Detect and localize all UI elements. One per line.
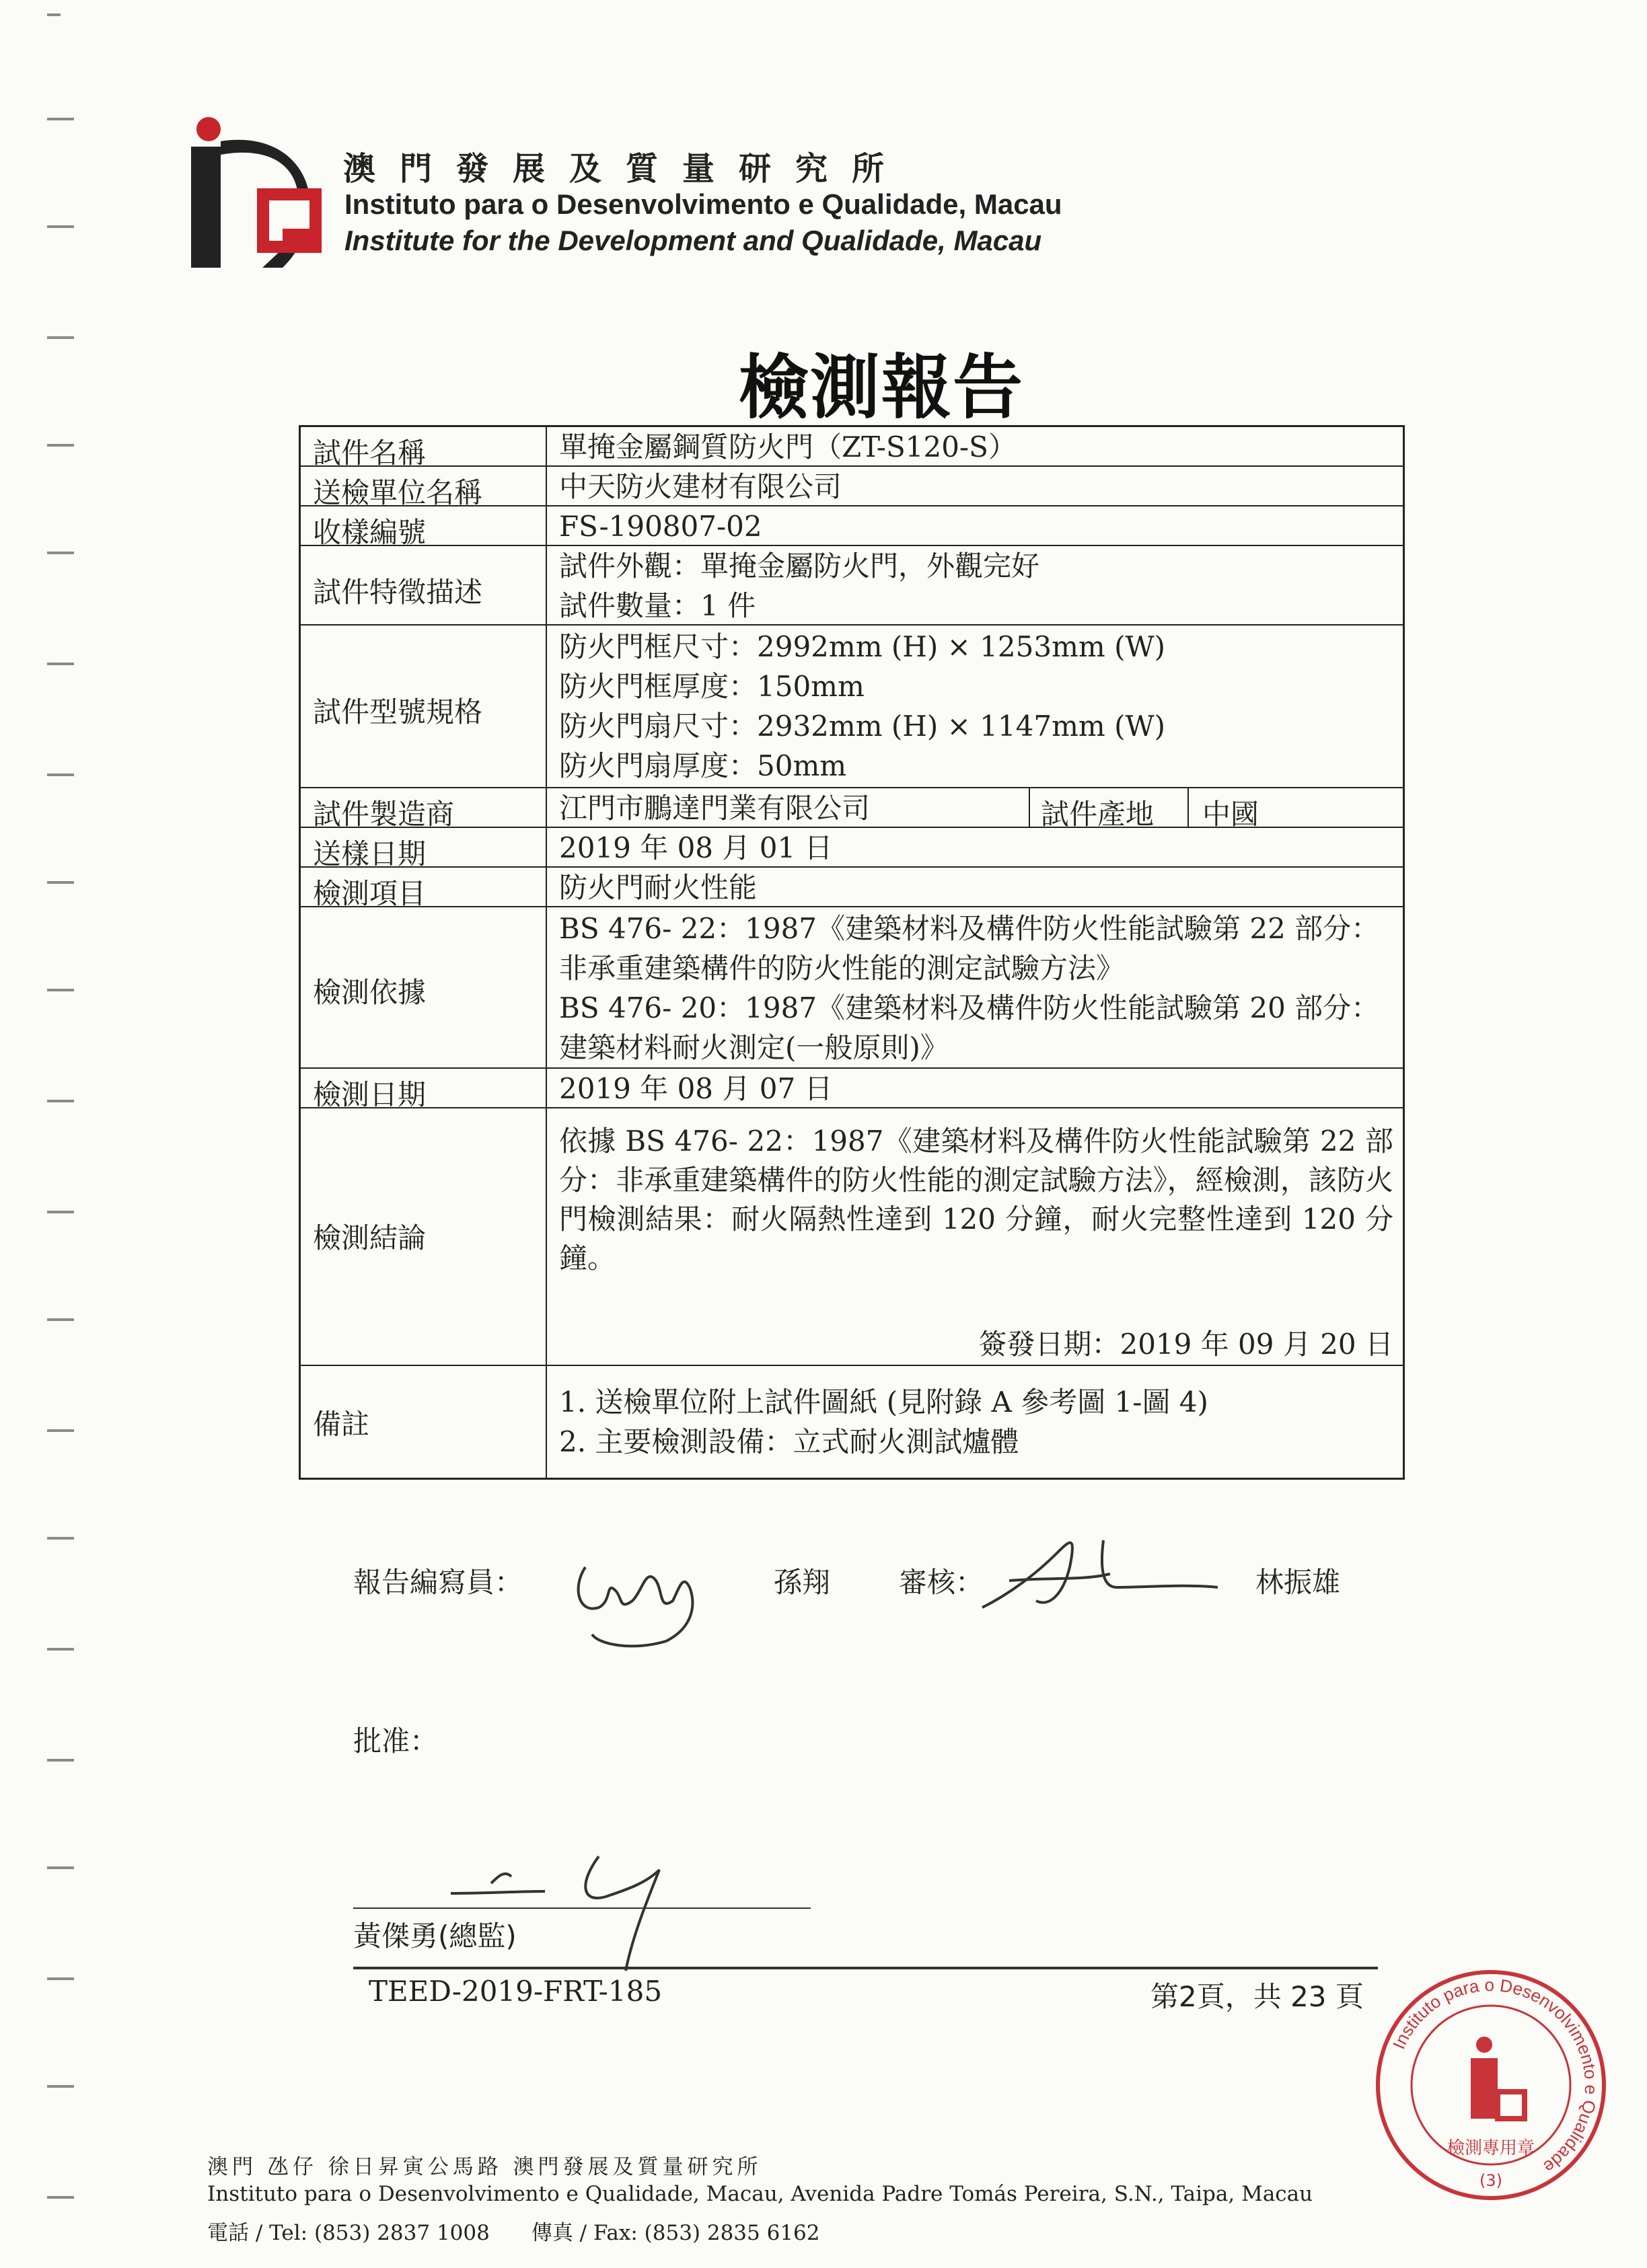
- table-row: [301, 907, 1403, 1069]
- row-label: 檢測日期: [313, 1078, 427, 1111]
- svg-text:(3): (3): [1479, 2171, 1502, 2190]
- row-value: 2019 年 08 月 01 日: [559, 831, 833, 864]
- table-row: [301, 626, 1403, 788]
- report-table: [299, 425, 1405, 1480]
- row-label: 備註: [313, 1408, 370, 1441]
- approver-signature: [444, 1829, 727, 1977]
- footer-contact: 電話 / Tel: (853) 2837 1008 傳真 / Fax: (853) 2835 6162: [207, 2221, 820, 2245]
- row-value: 中天防火建材有限公司: [559, 470, 842, 503]
- footer-address-zh: 澳門 氹仔 徐日昇寅公馬路 澳門發展及質量研究所: [207, 2155, 762, 2179]
- row-value: 試件外觀：單掩金屬防火門，外觀完好 試件數量：1 件: [559, 550, 1040, 622]
- origin-divider-2: [1187, 788, 1189, 827]
- reviewer-label: 審核：: [899, 1566, 984, 1599]
- official-stamp: [1370, 1964, 1612, 2206]
- org-name-zh: 澳門發展及質量研究所: [343, 150, 909, 188]
- reviewer-name: 林振雄: [1255, 1566, 1341, 1599]
- approver-label: 批准：: [353, 1725, 439, 1757]
- approver-line: [353, 1907, 811, 1909]
- row-value: 江門市鵬達門業有限公司: [559, 792, 871, 825]
- approver-name: 黃傑勇(總監): [353, 1920, 517, 1953]
- footer-address-pt: Instituto para o Desenvolvimento e Qualidade, Macau, Avenida Padre Tomás Pereira, S.N., Taipa, Macau: [207, 2182, 1313, 2206]
- row-label: 送檢單位名稱: [313, 476, 483, 509]
- writer-signature: [565, 1527, 713, 1655]
- row-label: 檢測結論: [313, 1221, 427, 1254]
- writer-name: 孫翔: [774, 1566, 831, 1599]
- page-info: 第2頁，共 23 頁: [1150, 1980, 1364, 2013]
- footer-rule: [353, 1967, 1378, 1969]
- report-number: TEED-2019-FRT-185: [369, 1975, 663, 2008]
- writer-label: 報告編寫員：: [353, 1566, 523, 1599]
- svg-text:檢測專用章: 檢測專用章: [1447, 2138, 1535, 2158]
- row-label: 試件製造商: [313, 798, 455, 831]
- row-label: 試件特徵描述: [313, 576, 483, 609]
- row-label: 檢測依據: [313, 976, 427, 1009]
- row-label: 試件型號規格: [313, 695, 483, 728]
- org-name-pt: Instituto para o Desenvolvimento e Qualidade, Macau: [344, 188, 1062, 220]
- org-name-en: Institute for the Development and Qualidade, Macau: [344, 225, 1042, 256]
- table-row: [301, 427, 1403, 467]
- svg-text:Instituto para o Desenvolvimen: Instituto para o Desenvolvimento e Qualidade: [1388, 1974, 1602, 2178]
- origin-label: 試件產地: [1041, 798, 1155, 831]
- row-label: 收樣編號: [313, 516, 427, 549]
- row-value: 1. 送檢單位附上試件圖紙 (見附錄 A 參考圖 1-圖 4) 2. 主要檢測設備：立式耐火測試爐體: [559, 1386, 1208, 1458]
- table-row: [301, 1366, 1403, 1478]
- issue-date: 簽發日期：2019 年 09 月 20 日: [978, 1328, 1393, 1361]
- table-row: [301, 788, 1403, 831]
- table-row: [301, 506, 1403, 549]
- row-label: 送樣日期: [313, 837, 427, 870]
- row-value: 防火門耐火性能: [559, 871, 758, 904]
- reviewer-signature: [969, 1527, 1224, 1621]
- row-value: FS-190807-02: [559, 510, 762, 543]
- origin-divider-1: [1029, 788, 1030, 827]
- table-row: [301, 1069, 1403, 1111]
- row-value: BS 476- 22：1987《建築材料及構件防火性能試驗第 22 部分： 非承重建築構件的防火性能的測定試驗方法》 BS 476- 20：1987《建築材料及構件防火性能試驗第 20 部分： 建築材料耐火測定(一般原則)》: [559, 912, 1380, 1064]
- table-row: [301, 868, 1403, 910]
- row-label: 試件名稱: [313, 437, 427, 469]
- row-value: 2019 年 08 月 07 日: [559, 1072, 833, 1105]
- report-title: 檢測報告: [739, 346, 1025, 428]
- table-row: [301, 828, 1403, 868]
- conclusion-text: 依據 BS 476- 22：1987《建築材料及構件防火性能試驗第 22 部分：非承重建築構件的防火性能的測定試驗方法》，經檢測，該防火門檢測結果：耐火隔熱性達到 120 分鐘，耐火完整性達到 120 分鐘。: [559, 1125, 1393, 1275]
- table-row: [301, 467, 1403, 509]
- table-row: [301, 1108, 1403, 1366]
- table-row: [301, 546, 1403, 626]
- origin-value: 中國: [1202, 798, 1259, 831]
- row-value: 防火門框尺寸：2992mm (H) × 1253mm (W) 防火門框厚度：150mm 防火門扇尺寸：2932mm (H) × 1147mm (W) 防火門扇厚度：50mm: [559, 630, 1166, 782]
- row-value: 單掩金屬鋼質防火門（ZT-S120-S）: [559, 430, 1017, 463]
- row-label: 檢測項目: [313, 877, 427, 910]
- idq-logo: [182, 114, 330, 276]
